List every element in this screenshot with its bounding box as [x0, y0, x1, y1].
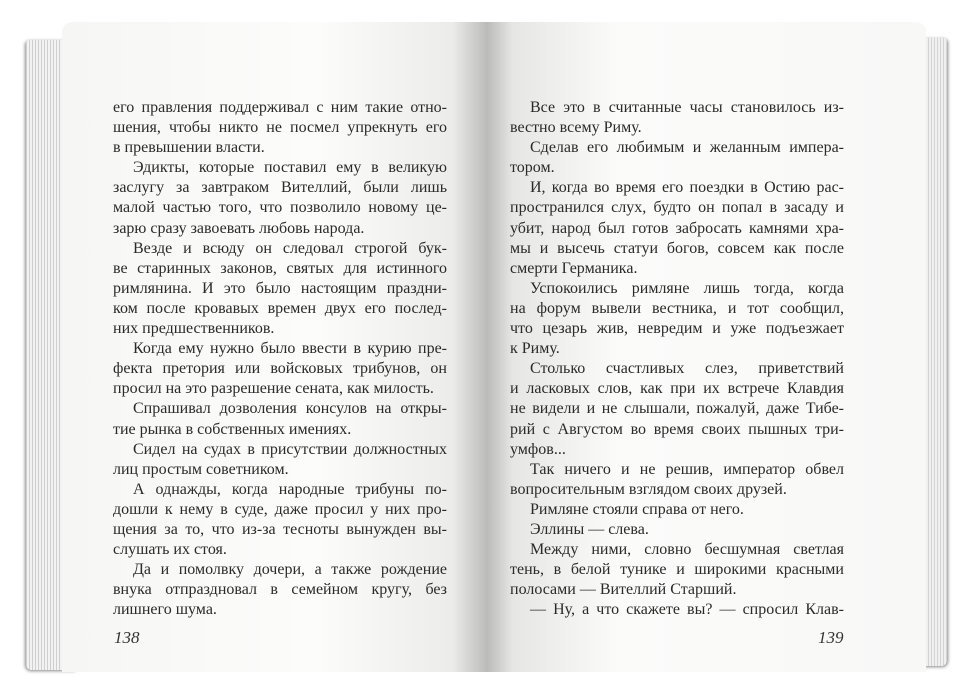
text-line: к Риму.	[510, 340, 560, 358]
text-line: мы и высечь статуи богов, совсем как после	[510, 239, 844, 257]
text-line: Эдикты, которые поставил ему в великую	[133, 159, 447, 177]
text-line: тень, в белой тунике и широкими красными	[510, 561, 844, 579]
text-line: шения, чтобы никто не посмел упрекнуть его	[113, 119, 447, 137]
right-page	[486, 22, 926, 672]
text-line: римлянина. И это было настоящим праздни-	[113, 279, 447, 297]
text-line: слушать их стоя.	[113, 541, 227, 559]
text-line: лиц простым советником.	[113, 460, 289, 478]
text-line: что цезарь жив, невредим и уже подъезжает	[510, 320, 844, 338]
text-line: Так ничего и не решив, император обвел	[530, 460, 844, 478]
text-line: Сделав его любимым и желанным импера-	[530, 139, 844, 157]
left-page	[62, 22, 486, 672]
text-line: Римляне стояли справа от него.	[530, 500, 744, 518]
text-line: Эллины — слева.	[530, 520, 649, 538]
text-line: заслугу за завтраком Вителлий, были лишь	[113, 179, 447, 197]
text-line: тором.	[510, 159, 555, 177]
text-line: и ласковых слов, как при их встрече Клавдия	[510, 380, 844, 398]
text-line: не видели и не слышали, пожалуй, даже Тибе-	[510, 400, 844, 418]
text-line: фекта претория или войсковых трибунов, он	[113, 360, 447, 378]
text-line: Спрашивал дозволения консулов на откры-	[133, 400, 447, 418]
text-line: Между ними, словно бесшумная светлая	[530, 541, 844, 559]
text-line: его правления поддерживал с ним такие отно-	[113, 99, 447, 116]
text-line: Все это в считанные часы становилось из-	[530, 99, 844, 116]
text-line: них предшественников.	[113, 320, 275, 338]
text-line: просил на это разрешение сената, как милость.	[113, 380, 434, 398]
text-line: И, когда во время его поездки в Остию рас-	[530, 179, 844, 197]
left-page-text	[113, 98, 447, 620]
text-line: Везде и всюду он следовал строгой бук-	[133, 239, 447, 257]
text-line: лишнего шума.	[113, 601, 217, 619]
text-line: убит, народ был готов забросать камнями хра-	[510, 219, 844, 237]
text-line: рий с Августом во время своих пышных три-	[510, 420, 844, 438]
text-line: пространился слух, будто он попал в засаду и	[510, 199, 844, 217]
page-number-right: 139	[818, 628, 844, 647]
text-line: на форум вывели вестника, и тот сообщил,	[510, 299, 844, 317]
text-line: внука отпраздновал в семейном кругу, без	[113, 581, 447, 599]
text-line: Столько счастливых слез, приветствий	[530, 360, 844, 378]
text-line: ве старинных законов, святых для истинного	[113, 259, 447, 277]
text-line: А однажды, когда народные трибуны по-	[133, 480, 447, 498]
text-line: тие рынка в собственных имениях.	[113, 420, 352, 438]
text-line: дошли к нему в суде, даже просил у них про-	[113, 500, 447, 518]
text-line: умфов...	[510, 440, 566, 458]
text-line: смерти Германика.	[510, 259, 638, 277]
text-line: Сидел на судах в присутствии должностных	[133, 440, 447, 458]
text-line: вестно всему Риму.	[510, 119, 642, 137]
text-line: Да и помолвку дочери, а также рождение	[133, 561, 447, 579]
text-line: Когда ему нужно было ввести в курию пре-	[133, 340, 447, 358]
right-page-text	[510, 98, 844, 620]
text-line: — Ну, а что скажете вы? — спросил Клав-	[530, 601, 844, 619]
text-line: Успокоились римляне лишь тогда, когда	[530, 279, 844, 297]
text-line: щения за то, что из-за тесноты вынужден вы-	[113, 520, 447, 538]
text-line: вопросительным взглядом своих друзей.	[510, 480, 787, 498]
page-number-left: 138	[114, 628, 140, 647]
text-line: в превышении власти.	[113, 139, 265, 157]
text-line: малой частью того, что позволило новому це-	[113, 199, 447, 217]
text-line: зарю сразу завоевать любовь народа.	[113, 219, 365, 237]
text-line: полосами — Вителлий Старший.	[510, 581, 737, 599]
text-line: ком после кровавых времен двух его послед-	[113, 299, 447, 317]
